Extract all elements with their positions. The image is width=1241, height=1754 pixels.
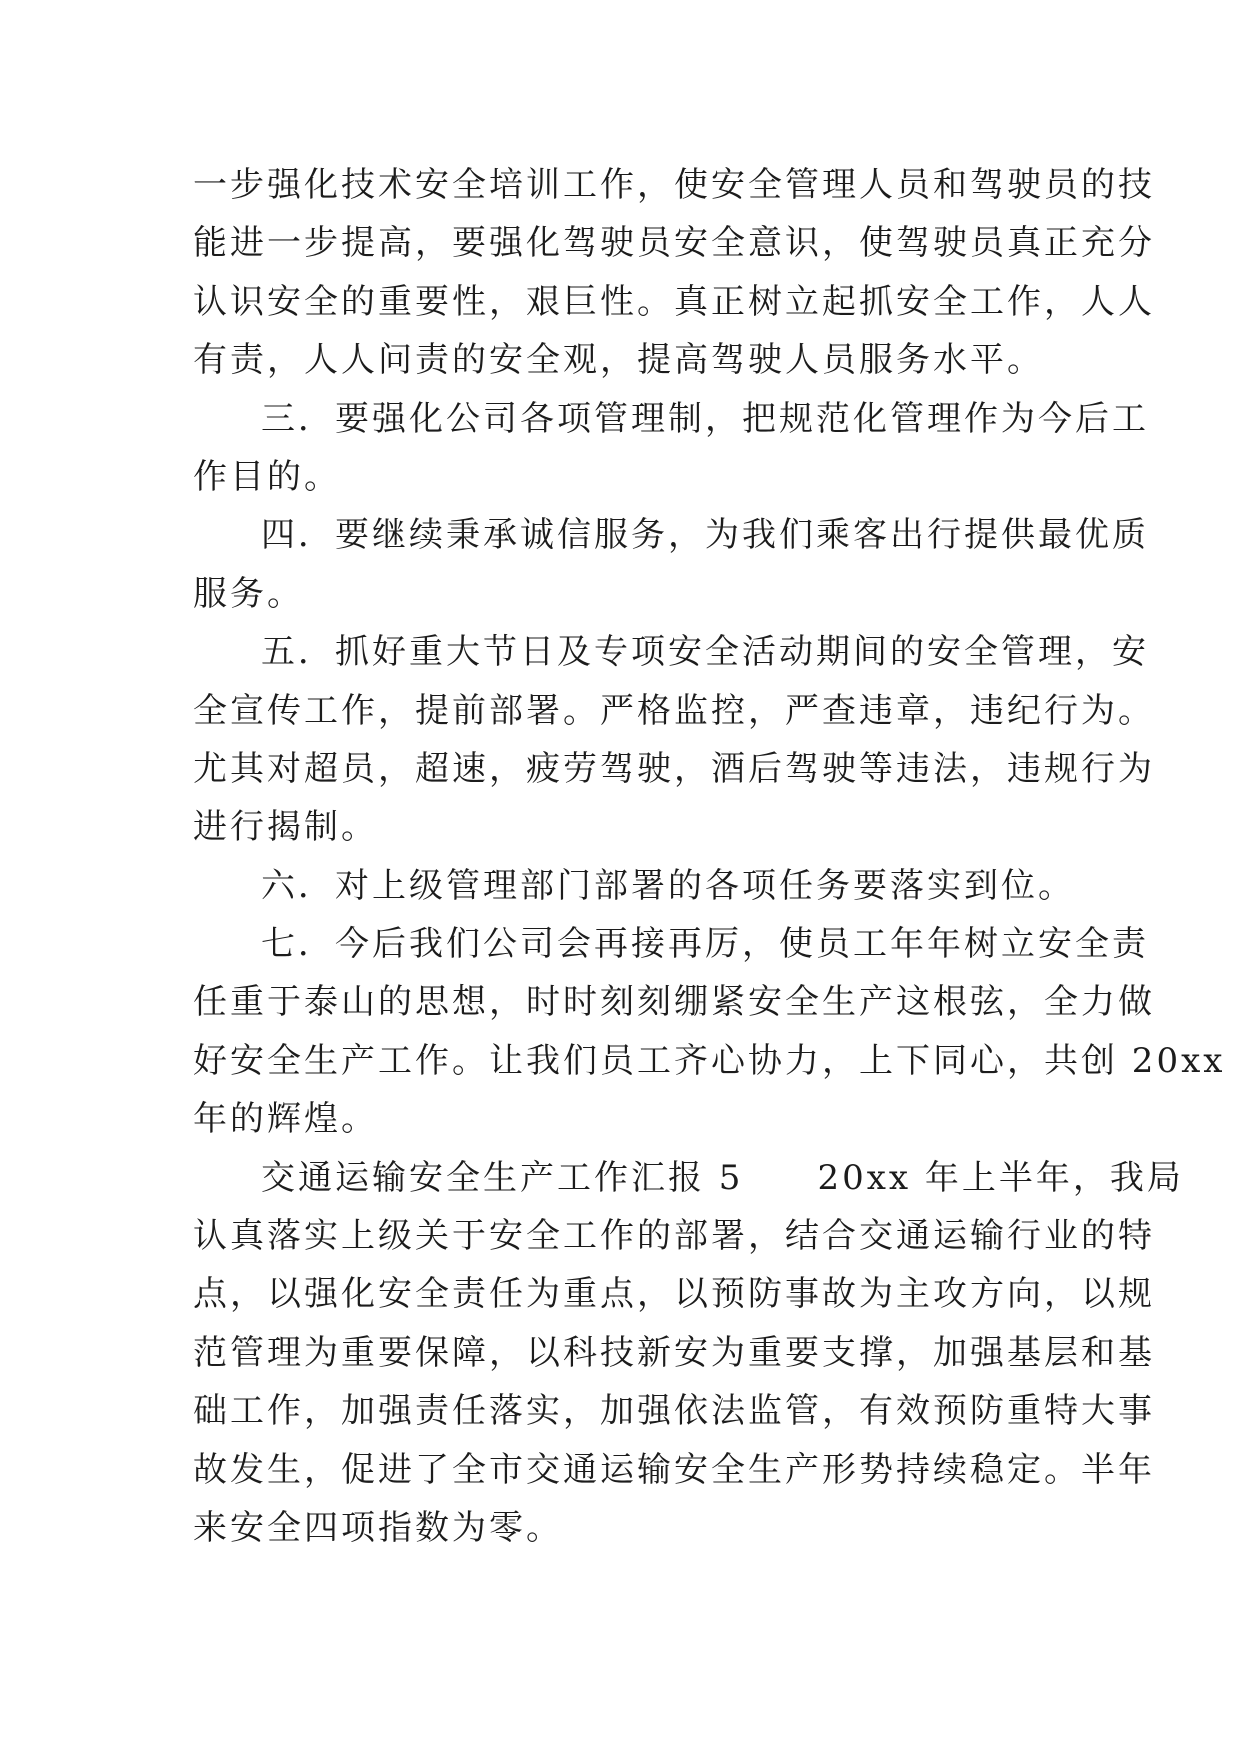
text-line: 故发生，促进了全市交通运输安全生产形势持续稳定。半年 <box>193 1449 1155 1490</box>
text-line: 认识安全的重要性，艰巨性。真正树立起抓安全工作，人人 <box>193 281 1155 322</box>
text-line: 年的辉煌。 <box>193 1099 378 1140</box>
text-line: 尤其对超员，超速，疲劳驾驶，酒后驾驶等违法，违规行为 <box>193 748 1155 789</box>
text-line: 一步强化技术安全培训工作，使安全管理人员和驾驶员的技 <box>193 165 1155 205</box>
text-line: 全宣传工作，提前部署。严格监控，严查违章，违纪行为。 <box>193 690 1155 731</box>
paragraph-six-start: 六．对上级管理部门部署的各项任务要落实到位。 <box>261 865 1075 906</box>
document-body <box>193 156 1226 1557</box>
text-line: 础工作，加强责任落实，加强依法监管，有效预防重特大事 <box>193 1391 1155 1432</box>
paragraph-five-start: 五．抓好重大节日及专项安全活动期间的安全管理，安 <box>261 632 1149 673</box>
text-line: 能进一步提高，要强化驾驶员安全意识，使驾驶员真正充分 <box>193 223 1155 264</box>
text-line: 任重于泰山的思想，时时刻刻绷紧安全生产这根弦，全力做 <box>193 982 1155 1023</box>
text-line: 范管理为重要保障，以科技新安为重要支撑，加强基层和基 <box>193 1332 1155 1373</box>
paragraph-seven-start: 七．今后我们公司会再接再厉，使员工年年树立安全责 <box>261 924 1149 965</box>
text-line: 来安全四项指数为零。 <box>193 1507 563 1548</box>
paragraph-three-start: 三．要强化公司各项管理制，把规范化管理作为今后工 <box>261 398 1149 439</box>
report-five-start: 交通运输安全生产工作汇报 5 20xx 年上半年，我局 <box>261 1157 1184 1198</box>
text-line: 点，以强化安全责任为重点，以预防事故为主攻方向，以规 <box>193 1274 1155 1315</box>
text-line: 好安全生产工作。让我们员工齐心协力，上下同心，共创 20xx <box>193 1040 1226 1081</box>
text-line: 认真落实上级关于安全工作的部署，结合交通运输行业的特 <box>193 1216 1155 1257</box>
text-line: 进行揭制。 <box>193 807 378 848</box>
paragraph-four-start: 四．要继续秉承诚信服务，为我们乘客出行提供最优质 <box>261 515 1149 556</box>
text-line: 服务。 <box>193 573 304 614</box>
text-line: 作目的。 <box>193 456 341 497</box>
text-line: 有责，人人问责的安全观，提高驾驶人员服务水平。 <box>193 340 1044 381</box>
